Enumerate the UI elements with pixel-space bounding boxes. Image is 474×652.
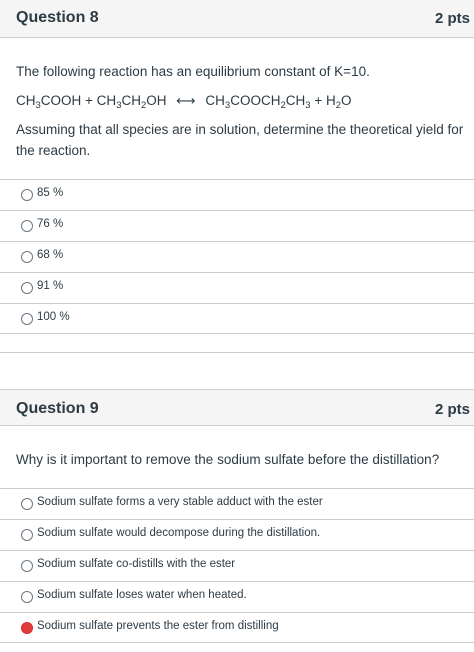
reaction-subscript: 2 (280, 100, 286, 111)
radio-button-icon[interactable] (21, 313, 33, 325)
answer-label[interactable]: 76 % (37, 218, 64, 230)
reaction-text: CH (121, 93, 141, 108)
answer-label[interactable]: Sodium sulfate would decompose during the distillation. (37, 527, 321, 539)
answer-option[interactable] (0, 179, 474, 210)
answer-option[interactable] (0, 303, 474, 334)
answer-label[interactable]: Sodium sulfate co-distills with the ester (37, 558, 236, 570)
question-8-title: Question 8 (16, 9, 99, 26)
reaction-subscript: 2 (335, 100, 341, 111)
answer-label[interactable]: Sodium sulfate forms a very stable adduct with the ester (37, 496, 323, 508)
answer-label[interactable]: Sodium sulfate loses water when heated. (37, 589, 247, 601)
reaction-subscript: 2 (140, 100, 147, 111)
question-9-answers (0, 488, 474, 643)
reaction-text: CH (205, 93, 225, 108)
radio-button-icon[interactable] (21, 251, 33, 263)
answer-option[interactable] (0, 210, 474, 241)
question-8-reaction (16, 90, 468, 111)
radio-button-icon[interactable] (21, 529, 33, 541)
question-8-text: The following reaction has an equilibrium constant of K=10. (16, 64, 370, 79)
question-9-prompt: Why is it important to remove the sodium sulfate before the distillation? (16, 452, 440, 467)
answer-label[interactable]: 100 % (37, 311, 70, 323)
answer-option[interactable] (0, 581, 474, 612)
question-8-header (0, 0, 474, 38)
answer-option[interactable] (0, 519, 474, 550)
question-9-points: 2 pts (434, 401, 470, 418)
equilibrium-arrow-icon: ⟷ (176, 93, 196, 108)
reaction-subscript: 3 (116, 100, 122, 111)
answer-option[interactable] (0, 272, 474, 303)
question-8-points: 2 pts (434, 10, 470, 27)
reaction-subscript: 3 (305, 100, 311, 111)
answer-label[interactable]: Sodium sulfate prevents the ester from distilling (37, 620, 279, 632)
question-9-header (0, 390, 474, 426)
reaction-text: CH (16, 93, 36, 108)
radio-button-icon[interactable] (21, 591, 33, 603)
answer-option[interactable] (0, 550, 474, 581)
reaction-text: O (341, 93, 352, 108)
answer-option[interactable] (0, 241, 474, 272)
reaction-subscript: 3 (35, 100, 41, 111)
reaction-subscript: 3 (224, 100, 231, 111)
reaction-text: + H (310, 93, 336, 108)
answer-option[interactable] (0, 488, 474, 519)
radio-button-icon[interactable] (21, 498, 33, 510)
question-8-answers (0, 179, 474, 334)
radio-button-icon[interactable] (21, 189, 33, 201)
reaction-text: OH (146, 93, 167, 108)
radio-button-icon[interactable] (21, 220, 33, 232)
radio-button-icon[interactable] (21, 560, 33, 572)
question-9-title: Question 9 (16, 400, 99, 417)
reaction-text: CH (285, 93, 306, 108)
reaction-text: COOCH (230, 93, 281, 108)
radio-button-selected-icon[interactable] (21, 622, 33, 634)
answer-label[interactable]: 68 % (37, 249, 64, 261)
question-8-prompt: Assuming that all species are in solution, determine the theoretical yield for the reaction. (16, 122, 464, 158)
answer-option-selected[interactable] (0, 612, 474, 643)
question-9-card (0, 389, 474, 652)
reaction-text: COOH + CH (40, 93, 117, 108)
radio-button-icon[interactable] (21, 282, 33, 294)
answer-label[interactable]: 85 % (37, 187, 64, 199)
answer-label[interactable]: 91 % (37, 280, 64, 292)
